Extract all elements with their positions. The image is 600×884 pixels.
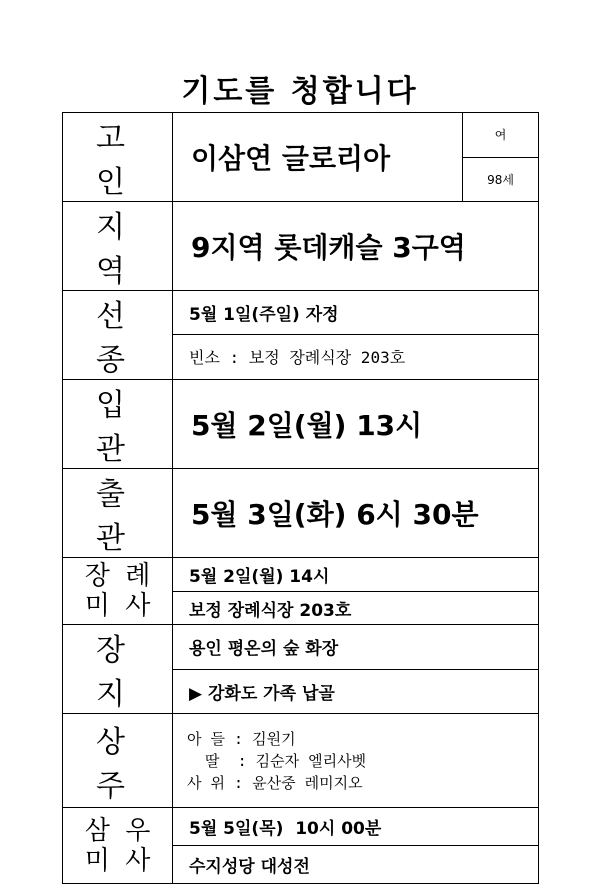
page-title: 기도를 청합니다: [181, 74, 419, 109]
departure-row: [63, 469, 539, 558]
mourners-label: 상 주: [63, 714, 173, 808]
mourner-item: 딸 : 김순자 엘리사벳: [187, 751, 367, 770]
deceased-age: 98세: [463, 157, 539, 202]
death-datetime: 5월 1일(주일) 자정: [173, 291, 539, 335]
burial-label: 장 지: [63, 625, 173, 714]
mourner-item: 사 위 : 윤산중 레미지오: [187, 773, 363, 792]
death-label: 선 종: [63, 291, 173, 380]
memorial-mass-place: 수지성당 대성전: [173, 846, 539, 884]
memorial-mass-datetime: 5월 5일(목) 10시 00분: [173, 808, 539, 846]
encoffin-row: [63, 380, 539, 469]
death-row: [63, 291, 539, 335]
burial-place-1: 용인 평온의 숲 화장: [173, 625, 539, 670]
deceased-row: [63, 113, 539, 158]
memorial-mass-row: [63, 808, 539, 846]
deceased-name: 이삼연 글로리아: [173, 113, 463, 202]
burial-place-2: ▶ 강화도 가족 납골: [173, 669, 539, 714]
funeral-mass-row: [63, 558, 539, 592]
mourners-list: [173, 714, 539, 808]
region-row: [63, 202, 539, 291]
departure-label: 출 관: [63, 469, 173, 558]
deceased-label: 고 인: [63, 113, 173, 202]
funeral-mass-place: 보정 장례식장 203호: [173, 592, 539, 625]
memorial-mass-label: 삼 우 미 사: [63, 808, 173, 884]
funeral-notice-table: [62, 112, 539, 884]
death-place: 빈소 : 보정 장례식장 203호: [173, 334, 539, 379]
departure-value: 5월 3일(화) 6시 30분: [173, 469, 539, 558]
region-value: 9지역 롯데캐슬 3구역: [173, 202, 539, 291]
deceased-gender: 여: [463, 113, 539, 158]
encoffin-value: 5월 2일(월) 13시: [173, 380, 539, 469]
mourners-row: [63, 714, 539, 808]
burial-row: [63, 625, 539, 670]
encoffin-label: 입 관: [63, 380, 173, 469]
funeral-mass-datetime: 5월 2일(월) 14시: [173, 558, 539, 592]
mourner-item: 아 들 : 김원기: [187, 729, 296, 748]
region-label: 지 역: [63, 202, 173, 291]
funeral-mass-label: 장 례 미 사: [63, 558, 173, 625]
